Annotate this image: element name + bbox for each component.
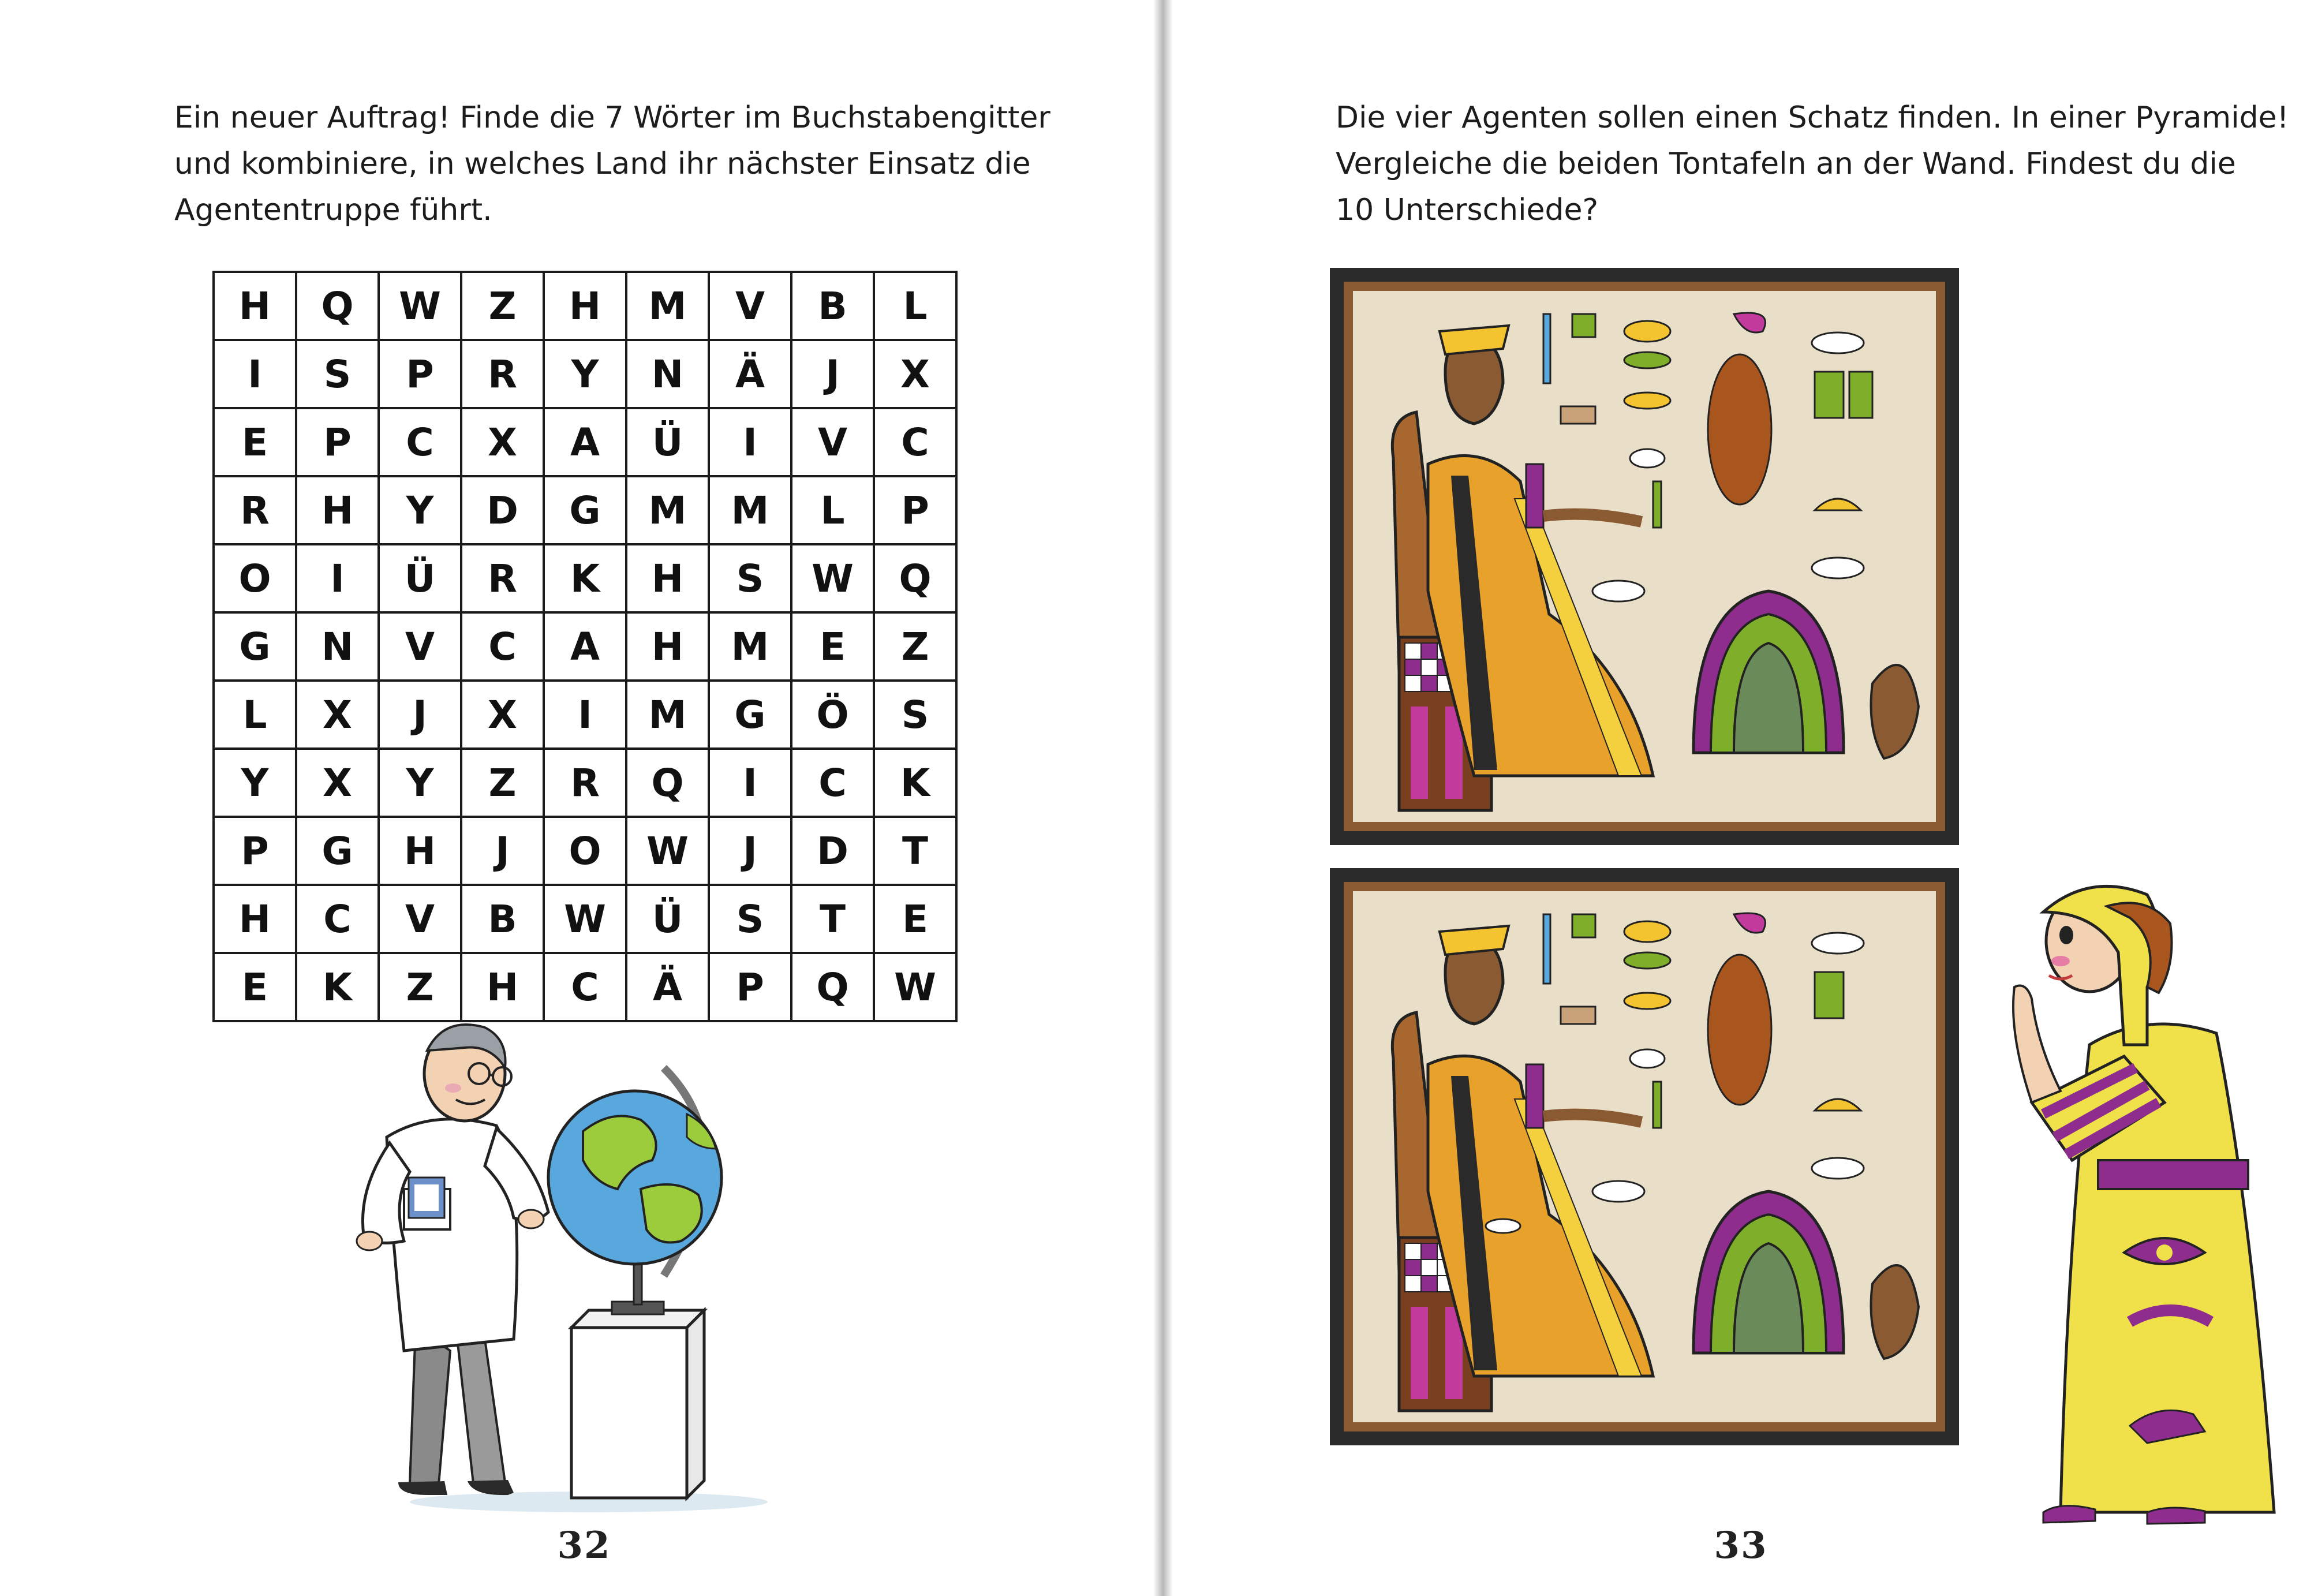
grid-cell: Ä — [709, 340, 791, 408]
grid-cell: Z — [874, 612, 956, 681]
egyptian-tablet-top — [1330, 268, 1959, 845]
grid-cell: P — [296, 408, 379, 476]
egyptian-agent-illustration — [1974, 860, 2297, 1541]
word-search-grid — [212, 271, 958, 1022]
grid-row — [214, 408, 956, 476]
grid-cell: J — [791, 340, 874, 408]
right-instruction-line: Die vier Agenten sollen einen Schatz finden. In einer Pyramide! — [1336, 100, 2289, 135]
grid-cell: V — [379, 885, 461, 953]
grid-cell: G — [709, 681, 791, 749]
page-number: 33 — [1714, 1524, 1768, 1567]
grid-cell: A — [544, 408, 626, 476]
grid-cell: B — [461, 885, 544, 953]
grid-cell: I — [214, 340, 296, 408]
grid-cell: G — [214, 612, 296, 681]
grid-cell: X — [874, 340, 956, 408]
grid-cell: R — [461, 544, 544, 612]
right-instruction-line: Vergleiche die beiden Tontafeln an der Wand. Findest du die — [1336, 147, 2236, 181]
grid-cell: C — [874, 408, 956, 476]
grid-cell: P — [214, 817, 296, 885]
grid-cell: R — [544, 749, 626, 817]
grid-cell: M — [626, 476, 709, 544]
grid-cell: Ä — [626, 953, 709, 1021]
grid-cell: O — [214, 544, 296, 612]
grid-cell: S — [709, 544, 791, 612]
grid-row — [214, 272, 956, 340]
grid-cell: P — [379, 340, 461, 408]
grid-cell: G — [296, 817, 379, 885]
grid-cell: E — [214, 953, 296, 1021]
grid-cell: S — [709, 885, 791, 953]
grid-cell: M — [626, 681, 709, 749]
grid-row — [214, 476, 956, 544]
right-instruction — [1336, 95, 2289, 233]
grid-cell: H — [544, 272, 626, 340]
grid-cell: D — [461, 476, 544, 544]
grid-cell: O — [544, 817, 626, 885]
grid-cell: J — [379, 681, 461, 749]
grid-cell: I — [709, 408, 791, 476]
grid-cell: X — [296, 749, 379, 817]
grid-cell: P — [709, 953, 791, 1021]
grid-cell: X — [461, 681, 544, 749]
grid-cell: I — [709, 749, 791, 817]
grid-cell: A — [544, 612, 626, 681]
grid-cell: N — [296, 612, 379, 681]
grid-row — [214, 544, 956, 612]
grid-cell: Q — [874, 544, 956, 612]
grid-cell: L — [214, 681, 296, 749]
grid-cell: S — [874, 681, 956, 749]
grid-cell: J — [709, 817, 791, 885]
grid-row — [214, 612, 956, 681]
grid-row — [214, 681, 956, 749]
grid-cell: C — [544, 953, 626, 1021]
grid-cell: L — [791, 476, 874, 544]
grid-cell: R — [214, 476, 296, 544]
left-page — [0, 0, 1153, 1596]
grid-cell: M — [709, 612, 791, 681]
grid-row — [214, 340, 956, 408]
grid-cell: K — [874, 749, 956, 817]
grid-cell: X — [461, 408, 544, 476]
grid-row — [214, 749, 956, 817]
grid-cell: N — [626, 340, 709, 408]
grid-cell: J — [461, 817, 544, 885]
grid-cell: Q — [626, 749, 709, 817]
grid-cell: L — [874, 272, 956, 340]
page-number: 32 — [557, 1524, 611, 1567]
grid-cell: D — [791, 817, 874, 885]
left-instruction-line: Ein neuer Auftrag! Finde die 7 Wörter im Buchstabengitter — [174, 100, 1050, 135]
grid-cell: C — [461, 612, 544, 681]
grid-cell: H — [626, 612, 709, 681]
grid-cell: T — [874, 817, 956, 885]
grid-cell: I — [544, 681, 626, 749]
grid-cell: M — [709, 476, 791, 544]
grid-cell: Y — [379, 749, 461, 817]
book-gutter — [1153, 0, 1173, 1596]
grid-cell: H — [461, 953, 544, 1021]
left-instruction — [174, 95, 1050, 233]
grid-cell: Y — [214, 749, 296, 817]
grid-cell: Z — [461, 272, 544, 340]
grid-cell: G — [544, 476, 626, 544]
grid-cell: W — [791, 544, 874, 612]
grid-cell: R — [461, 340, 544, 408]
grid-cell: Q — [296, 272, 379, 340]
grid-cell: W — [379, 272, 461, 340]
grid-cell: B — [791, 272, 874, 340]
grid-cell: I — [296, 544, 379, 612]
grid-cell: P — [874, 476, 956, 544]
left-instruction-line: Agententruppe führt. — [174, 193, 492, 227]
grid-cell: Z — [461, 749, 544, 817]
grid-cell: H — [214, 272, 296, 340]
scientist-with-globe-illustration — [341, 1004, 779, 1524]
grid-cell: M — [626, 272, 709, 340]
grid-cell: H — [626, 544, 709, 612]
right-instruction-line: 10 Unterschiede? — [1336, 193, 1599, 227]
grid-cell: K — [296, 953, 379, 1021]
grid-cell: Y — [379, 476, 461, 544]
grid-cell: C — [791, 749, 874, 817]
grid-cell: H — [214, 885, 296, 953]
grid-cell: Ö — [791, 681, 874, 749]
grid-cell: W — [874, 953, 956, 1021]
left-instruction-line: und kombiniere, in welches Land ihr nächster Einsatz die — [174, 147, 1031, 181]
grid-cell: Ü — [626, 885, 709, 953]
grid-cell: E — [214, 408, 296, 476]
grid-cell: V — [791, 408, 874, 476]
grid-cell: Y — [544, 340, 626, 408]
grid-cell: S — [296, 340, 379, 408]
grid-cell: C — [296, 885, 379, 953]
grid-cell: W — [626, 817, 709, 885]
grid-cell: K — [544, 544, 626, 612]
grid-cell: T — [791, 885, 874, 953]
grid-cell: C — [379, 408, 461, 476]
egyptian-tablet-bottom — [1330, 868, 1959, 1445]
grid-cell: V — [379, 612, 461, 681]
grid-cell: X — [296, 681, 379, 749]
grid-row — [214, 885, 956, 953]
grid-cell: Q — [791, 953, 874, 1021]
grid-cell: Z — [379, 953, 461, 1021]
grid-cell: W — [544, 885, 626, 953]
grid-cell: E — [874, 885, 956, 953]
grid-cell: Ü — [379, 544, 461, 612]
grid-cell: H — [296, 476, 379, 544]
grid-cell: E — [791, 612, 874, 681]
grid-cell: V — [709, 272, 791, 340]
grid-row — [214, 817, 956, 885]
grid-cell: H — [379, 817, 461, 885]
grid-cell: Ü — [626, 408, 709, 476]
